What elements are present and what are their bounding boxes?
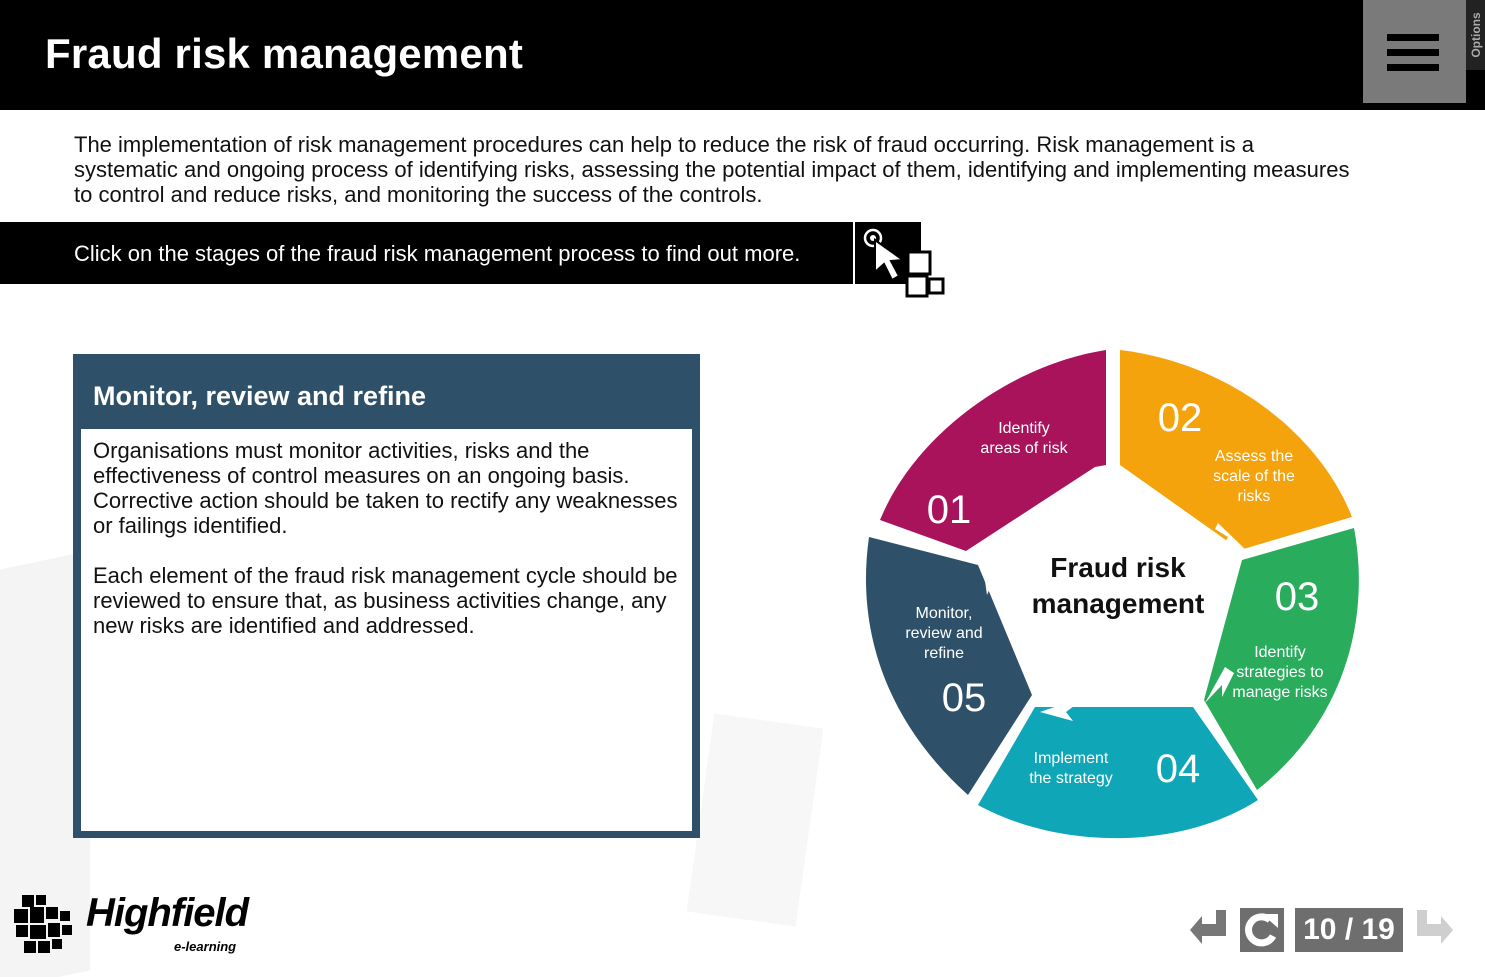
panel-paragraph: Organisations must monitor activities, risks and the effectiveness of control measures on an ongoing basis. Corrective action should be taken to rectify any weaknesses or failings identified. bbox=[93, 438, 678, 538]
header-bar bbox=[0, 0, 1485, 110]
stage-01-segment[interactable] bbox=[880, 350, 1106, 551]
page-counter: 10 / 19 bbox=[1295, 908, 1403, 952]
panel-title: Monitor, review and refine bbox=[93, 381, 427, 411]
cycle-center-title: Fraud risk bbox=[1050, 552, 1186, 583]
stage-05-label-line: Monitor, bbox=[915, 605, 973, 622]
arrow-right-icon bbox=[1413, 908, 1457, 952]
back-button[interactable] bbox=[1186, 908, 1230, 952]
instruction-bar bbox=[0, 222, 853, 284]
stage-01-label-line: areas of risk bbox=[980, 440, 1068, 457]
panel-body bbox=[81, 429, 692, 831]
stage-02-number: 02 bbox=[1157, 396, 1203, 440]
stage-05-label-line: refine bbox=[923, 645, 965, 662]
click-cursor-icon bbox=[855, 222, 947, 298]
logo-grid-icon bbox=[14, 893, 76, 955]
stage-03-label-line: strategies to bbox=[1236, 664, 1324, 681]
stage-01-number: 01 bbox=[926, 488, 972, 532]
stage-03-label-line: manage risks bbox=[1232, 684, 1328, 701]
instruction-text: Click on the stages of the fraud risk management process to find out more. bbox=[74, 241, 801, 266]
menu-button[interactable] bbox=[1363, 0, 1466, 103]
replay-icon bbox=[1240, 908, 1284, 952]
stage-05-label-line: review and bbox=[905, 625, 983, 642]
stage-05-number: 05 bbox=[941, 676, 987, 720]
arrow-left-icon bbox=[1186, 908, 1230, 952]
logo-subtitle: e-learning bbox=[174, 939, 237, 954]
stage-03-number: 03 bbox=[1274, 575, 1320, 619]
fraud-risk-cycle-diagram bbox=[860, 345, 1370, 850]
stage-03-label-line: Identify bbox=[1254, 644, 1306, 661]
stage-02-segment[interactable] bbox=[1120, 350, 1352, 550]
replay-button[interactable] bbox=[1240, 908, 1284, 952]
next-button[interactable] bbox=[1413, 908, 1457, 952]
highfield-logo bbox=[14, 893, 274, 959]
cycle-center-title: management bbox=[1031, 588, 1205, 619]
stage-04-number: 04 bbox=[1155, 747, 1201, 791]
stage-02-label-line: risks bbox=[1237, 488, 1271, 505]
stage-02-label-line: Assess the bbox=[1214, 448, 1294, 465]
info-panel bbox=[73, 354, 700, 838]
logo-wordmark: Highfield bbox=[86, 891, 249, 935]
page-title: Fraud risk management bbox=[45, 30, 524, 77]
stage-03-segment[interactable] bbox=[1204, 528, 1359, 790]
background-shape bbox=[687, 713, 824, 926]
panel-paragraph: Each element of the fraud risk management cycle should be reviewed to ensure that, as business activities change, any new risks are identified and addressed. bbox=[93, 563, 678, 638]
stage-04-segment[interactable] bbox=[978, 707, 1258, 838]
stage-04-label-line: the strategy bbox=[1029, 770, 1113, 787]
intro-text: The implementation of risk management procedures can help to reduce the risk of fraud occurring. Risk management is a systematic and ongoing process of identifying risks, assessing the potential impact of them, identifying and implementing measures to control and reduce risks, and monitoring the success of the controls. bbox=[74, 132, 1350, 207]
stage-01-label-line: Identify bbox=[998, 420, 1050, 437]
stage-04-label-line: Implement bbox=[1033, 750, 1109, 767]
stage-02-label-line: scale of the bbox=[1213, 468, 1295, 485]
options-tab[interactable] bbox=[1466, 0, 1485, 70]
options-label: Options bbox=[1468, 12, 1483, 58]
